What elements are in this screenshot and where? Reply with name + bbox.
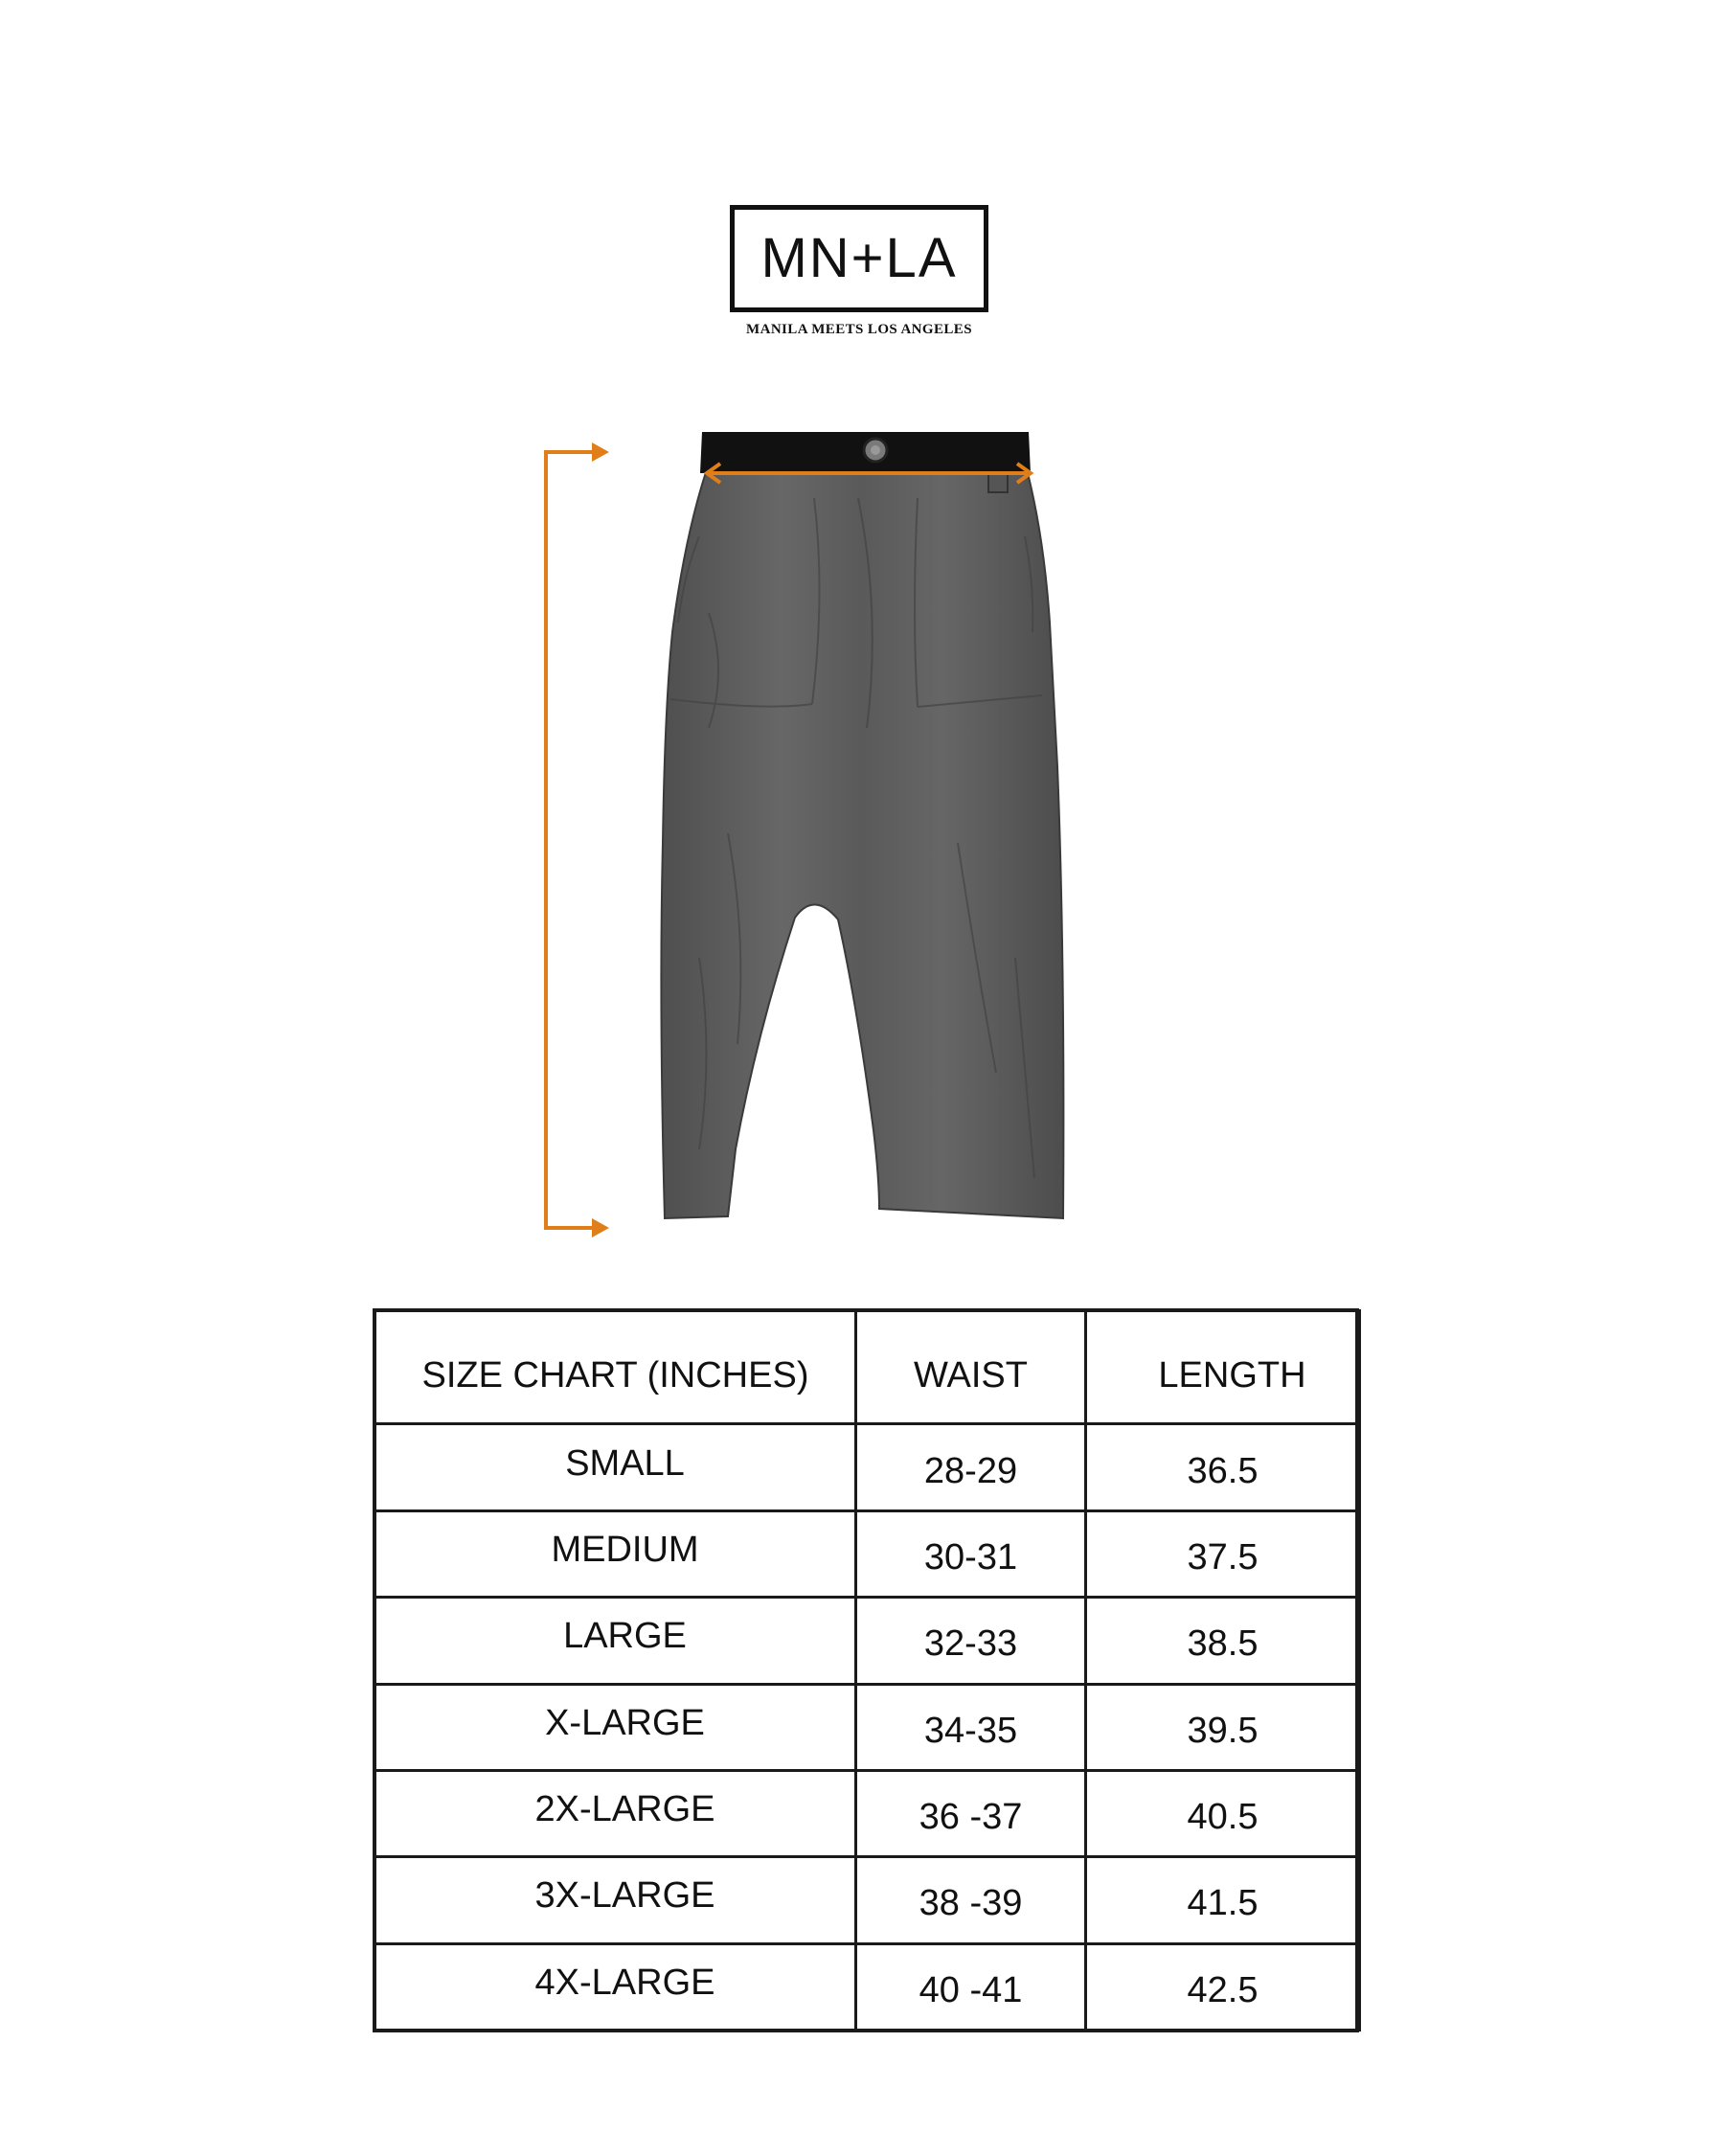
waist-cell: 40 -41 <box>856 1943 1086 2030</box>
size-cell: SMALL <box>375 1424 856 1510</box>
waist-cell: 28-29 <box>856 1424 1086 1510</box>
length-cell: 38.5 <box>1086 1598 1360 1684</box>
header-length: LENGTH <box>1086 1311 1360 1424</box>
table-row <box>375 1857 1360 1943</box>
size-cell: 3X-LARGE <box>375 1857 856 1943</box>
logo-tagline: MANILA MEETS LOS ANGELES <box>746 322 972 337</box>
header-size-chart: SIZE CHART (INCHES) <box>375 1311 856 1424</box>
table-row <box>375 1424 1360 1510</box>
size-chart-table <box>374 1309 1361 2031</box>
size-cell: 4X-LARGE <box>375 1943 856 2030</box>
waist-cell: 30-31 <box>856 1510 1086 1597</box>
logo-text: MN+LA <box>760 227 958 289</box>
table-row <box>375 1598 1360 1684</box>
waist-cell: 36 -37 <box>856 1770 1086 1856</box>
length-cell: 41.5 <box>1086 1857 1360 1943</box>
waist-cell: 32-33 <box>856 1598 1086 1684</box>
length-cell: 37.5 <box>1086 1510 1360 1597</box>
length-cell: 42.5 <box>1086 1943 1360 2030</box>
table-row <box>375 1770 1360 1856</box>
pants-body <box>661 469 1063 1218</box>
length-measure-arrow <box>544 452 605 1228</box>
length-cell: 36.5 <box>1086 1424 1360 1510</box>
table-row <box>375 1510 1360 1597</box>
table-row <box>375 1684 1360 1770</box>
table-row <box>375 1943 1360 2030</box>
size-cell: X-LARGE <box>375 1684 856 1770</box>
size-cell: LARGE <box>375 1598 856 1684</box>
size-cell: MEDIUM <box>375 1510 856 1597</box>
table-header-row <box>375 1311 1360 1424</box>
header-waist: WAIST <box>856 1311 1086 1424</box>
waist-cell: 38 -39 <box>856 1857 1086 1943</box>
waist-cell: 34-35 <box>856 1684 1086 1770</box>
length-cell: 40.5 <box>1086 1770 1360 1856</box>
length-cell: 39.5 <box>1086 1684 1360 1770</box>
size-cell: 2X-LARGE <box>375 1770 856 1856</box>
